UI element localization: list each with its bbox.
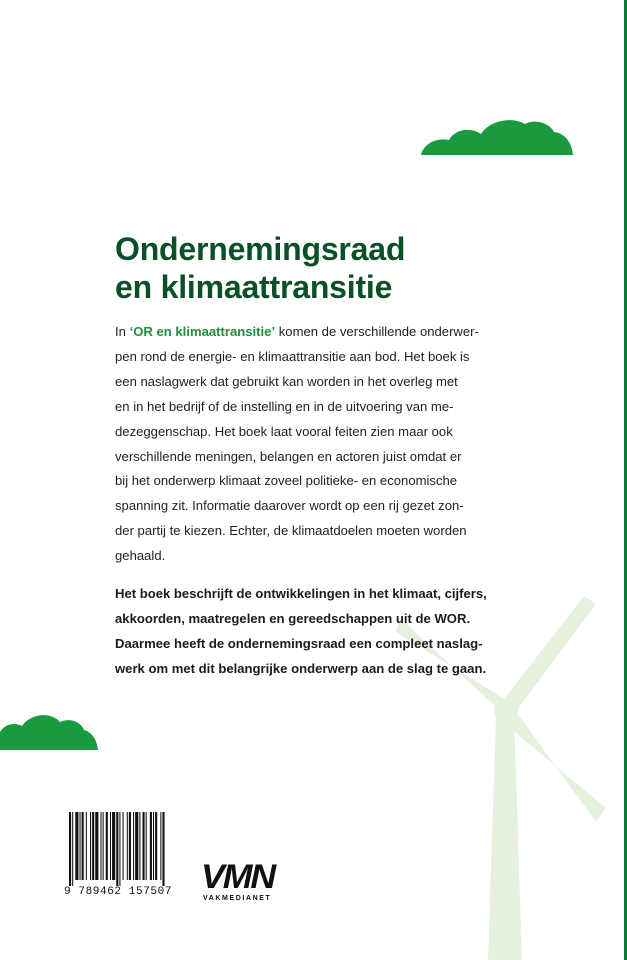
barcode-bar [129,812,131,880]
barcode-bar [150,812,152,880]
barcode-icon [69,812,181,886]
barcode-bar [146,812,147,880]
isbn-barcode [64,812,184,902]
intro-line: bij het onderwerp klimaat zoveel politieke- en economische [115,473,458,489]
barcode-bar [139,812,140,880]
intro-line [115,320,520,345]
intro-prefix: In [115,324,130,339]
barcode-bar [153,812,154,880]
barcode-bar [82,812,84,880]
barcode-bar [80,812,81,880]
intro-suffix: komen de verschillende onderwer- [275,324,479,339]
summary-line: werk om met dit belangrijke onderwerp aan de slag te gaan. [115,660,487,676]
barcode-bar [155,812,157,880]
book-title-line-1: Ondernemingsraad [115,231,406,267]
barcode-bar [112,812,115,880]
barcode-bar [103,812,104,880]
summary-line: Het boek beschrijft de ontwikkelingen in het klimaat, cijfers, [115,586,487,601]
barcode-bar [86,812,87,880]
intro-line: pen rond de energie- en klimaattransitie aan bod. Het boek is [115,348,470,364]
intro-line: der partij te kiezen. Echter, de klimaatdoelen moeten worden [115,523,467,539]
publisher-name: VAKMEDIANET [203,895,272,902]
barcode-bar [123,812,124,880]
barcode-bar [92,812,94,880]
intro-line: gehaald. [115,548,166,564]
barcode-bar [106,812,108,880]
book-title [115,230,405,306]
intro-line: en in het bedrijf of de instelling en in de uitvoering van me- [115,398,454,414]
barcode-bar [116,812,118,886]
barcode-bar [72,812,73,886]
book-title-emphasis: ‘OR en klimaattransitie’ [129,324,276,339]
intro-paragraph [115,320,520,569]
summary-line: Daarmee heeft de ondernemingsraad een compleet naslag- [115,635,483,651]
book-title-line-2: en klimaattransitie [115,269,393,305]
isbn-number: 9 789462 157507 [64,886,173,898]
barcode-bar [110,812,111,880]
intro-line: een naslagwerk dat gebruikt kan worden in het overleg met [115,373,458,389]
barcode-bar [162,812,164,886]
barcode-bar [75,812,78,880]
barcode-bar [119,812,120,886]
intro-line: dezeggenschap. Het boek laat vooral feiten zien maar ook [115,423,453,439]
barcode-bar [127,812,128,880]
summary-line: akkoorden, maatregelen en gereedschappen uit de WOR. [115,610,471,626]
barcode-bar [101,812,102,880]
intro-line: verschillende meningen, belangen en actoren juist omdat er [115,448,462,464]
intro-line: spanning zit. Informatie daarover wordt op een rij gezet zon- [115,498,464,514]
cloud-icon [421,118,573,155]
barcode-bar [133,812,134,880]
barcode-bar [143,812,145,880]
barcode-bar [69,812,71,886]
barcode-bar [95,812,98,880]
barcode-bar [160,812,161,880]
publisher-logo [201,858,296,907]
cloud-icon [0,712,98,750]
barcode-bar [135,812,138,880]
publisher-logo-mark: VMN [201,858,275,896]
barcode-bar [90,812,91,880]
summary-paragraph [115,582,520,682]
